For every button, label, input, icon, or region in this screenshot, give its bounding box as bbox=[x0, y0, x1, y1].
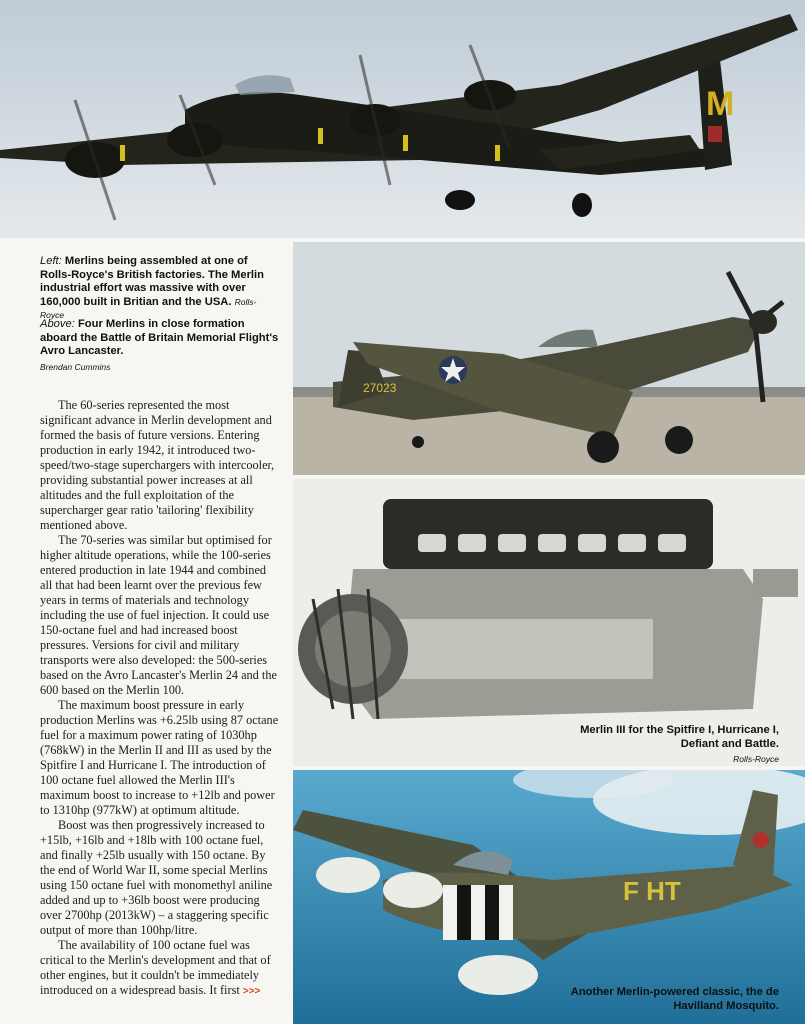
caption-above-text: Four Merlins in close formation aboard the Battle of Britain Memorial Flight's Avro Lancaster. bbox=[40, 318, 279, 357]
caption-left bbox=[40, 255, 280, 323]
caption-engine-credit: Rolls-Royce bbox=[733, 754, 779, 764]
caption-mosquito-text: Another Merlin-powered classic, the de Havilland Mosquito. bbox=[570, 986, 779, 1012]
body-paragraph-2: The 70-series was similar but optimised for higher altitude operations, while the 100-series entered production in late 1944 and combined all that had been learnt over the previous few years in terms of materials and technology including the use of fuel injection. It could use 150-octane fuel and had increased boost pressures. Versions for civil and military transports were also developed: the 500-series based on the Avro Lancaster's Merlin 24 and the 600 based on the Merlin 100. bbox=[40, 533, 277, 697]
photo-merlin-engine bbox=[293, 479, 805, 766]
caption-left-lead: Left: bbox=[40, 255, 62, 267]
article-body bbox=[40, 398, 280, 999]
body-paragraph-5-wrapper bbox=[40, 938, 280, 999]
photo-mustang bbox=[293, 242, 805, 475]
mosquito-squadron-code: F HT bbox=[623, 876, 681, 906]
photo-lancaster bbox=[0, 0, 805, 238]
lancaster-code-letter: M bbox=[706, 85, 735, 123]
caption-above-credit: Brendan Cummins bbox=[40, 361, 111, 372]
caption-above bbox=[40, 318, 280, 374]
caption-mosquito bbox=[559, 986, 779, 1013]
continue-marker[interactable]: >>> bbox=[242, 986, 261, 997]
caption-engine-text: Merlin III for the Spitfire I, Hurricane I, Defiant and Battle. bbox=[580, 724, 779, 750]
body-paragraph-3: The maximum boost pressure in early production Merlins was +6.25lb using 87 octane fuel for a maximum power rating of 1030hp (768kW) in the Merlin II and III as used by the Spitfire I and Hurricane I. The introduction of 100 octane fuel allowed the Merlin III's maximum boost to increase to +12lb and power to 1310hp (977kW) at optimum altitude. bbox=[40, 698, 279, 817]
body-paragraph-4: Boost was then progressively increased to +15lb, +16lb and +18lb with 100 octane fuel, and finally +25lb usually with 150 octane. By the end of World War II, some special Merlins using 150 octane fuel with monomethyl aniline added and up to +36lb boost were producing over 2700hp (2013kW) – a staggering specific output of more than 100hp/litre. bbox=[40, 818, 273, 937]
mustang-serial: 27023 bbox=[363, 381, 397, 395]
caption-left-text: Merlins being assembled at one of Rolls-Royce's British factories. The Merlin industrial effort was massive with over 160,000 built in Britian and the USA. bbox=[40, 255, 264, 308]
caption-left-credit: Rolls-Royce bbox=[40, 296, 257, 320]
caption-above-lead: Above: bbox=[40, 318, 75, 330]
caption-engine bbox=[559, 724, 779, 767]
body-paragraph-1: The 60-series represented the most significant advance in Merlin development and formed the basis of future versions. Entering production in early 1942, it introduced two-speed/two-stage superchargers with intercooler, providing substantial power increases at all altitudes and the full exploitation of the supercharger gear ratio 'tailoring' flexibility mentioned above. bbox=[40, 398, 275, 532]
body-paragraph-5: The availability of 100 octane fuel was critical to the Merlin's development and that of other engines, but it couldn't be immediately introduced on a widespread basis. It first bbox=[40, 938, 271, 997]
